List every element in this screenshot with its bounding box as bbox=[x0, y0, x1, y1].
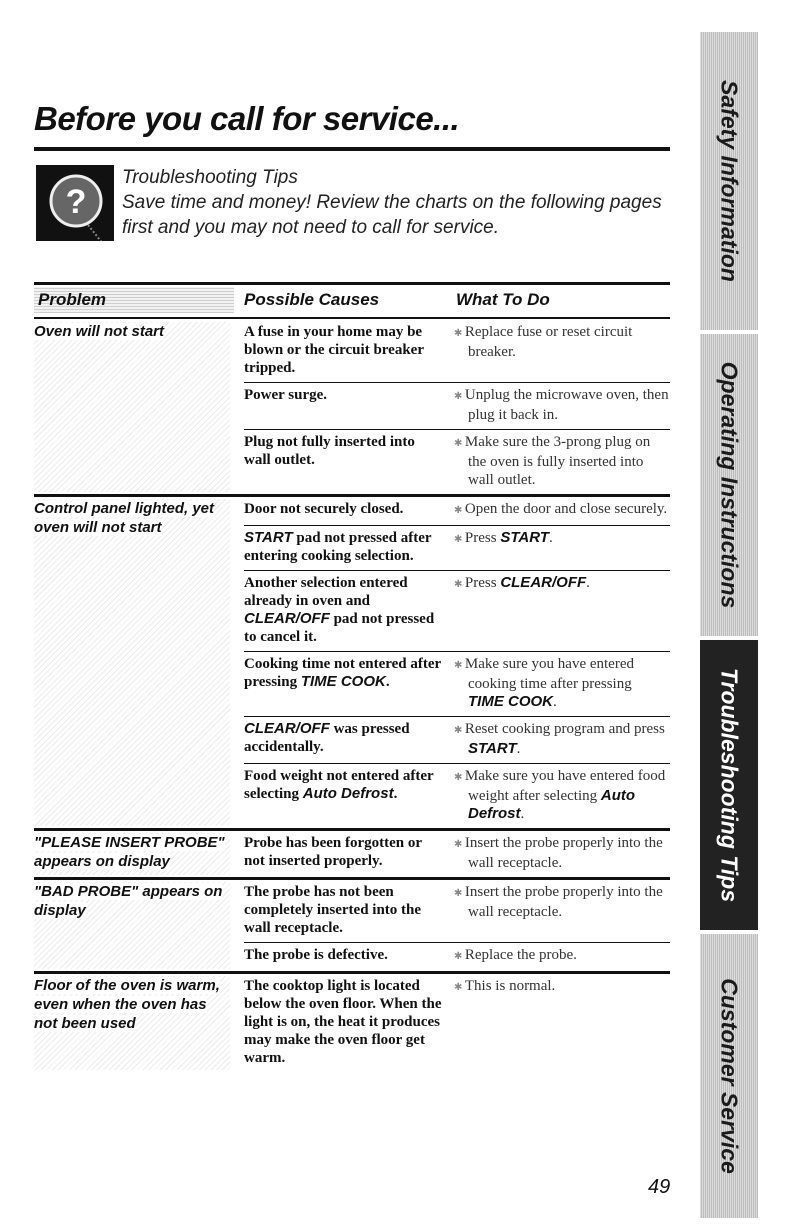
problem-group bbox=[34, 880, 670, 974]
problem-label: Oven will not start bbox=[34, 322, 230, 492]
problem-label: "BAD PROBE" appears on display bbox=[34, 882, 230, 969]
todo-text: ✱ Replace the probe. bbox=[454, 947, 577, 963]
problem-group bbox=[34, 497, 670, 831]
cause-text: CLEAR/OFF was pressed accidentally. bbox=[244, 720, 410, 755]
todo-text: ✱ Make sure you have entered food weight after selecting Auto Defrost. bbox=[454, 768, 666, 822]
tab-customer-service: Customer Service bbox=[700, 934, 758, 1218]
tab-operating-instructions: Operating Instructions bbox=[700, 334, 758, 636]
table-row bbox=[244, 652, 670, 717]
todo-text: ✱ Press CLEAR/OFF. bbox=[454, 574, 590, 591]
table-row bbox=[244, 320, 670, 383]
cause-text: Plug not fully inserted into wall outlet. bbox=[244, 434, 415, 468]
cause-text: Another selection entered already in oven and CLEAR/OFF pad not pressed to cancel it. bbox=[244, 575, 435, 645]
cause-text: Food weight not entered after selecting Auto Defrost. bbox=[244, 768, 434, 802]
tab-safety-information: Safety Information bbox=[700, 32, 758, 330]
table-header-rule bbox=[34, 317, 670, 319]
table-row bbox=[244, 764, 670, 828]
table-row bbox=[244, 383, 670, 430]
todo-text: ✱ Insert the probe properly into the wall receptacle. bbox=[454, 884, 663, 920]
table-row bbox=[244, 880, 670, 943]
table-row bbox=[244, 430, 670, 494]
todo-text: ✱ Unplug the microwave oven, then plug it back in. bbox=[454, 387, 669, 423]
svg-text:?: ? bbox=[65, 183, 87, 221]
cause-text: The probe is defective. bbox=[244, 947, 388, 963]
todo-text: ✱ Insert the probe properly into the wall receptacle. bbox=[454, 835, 663, 871]
todo-text: ✱ This is normal. bbox=[454, 978, 556, 994]
tab-troubleshooting-tips: Troubleshooting Tips bbox=[700, 640, 758, 930]
table-row bbox=[244, 831, 670, 877]
table-top-rule bbox=[34, 282, 670, 285]
column-header-causes: Possible Causes bbox=[244, 290, 380, 309]
page-number: 49 bbox=[648, 1176, 671, 1198]
column-header-problem: Problem bbox=[34, 287, 234, 313]
cause-text: Probe has been forgotten or not inserted properly. bbox=[244, 835, 422, 869]
problem-label: Control panel lighted, yet oven will not start bbox=[34, 499, 230, 826]
cause-text: Cooking time not entered after pressing TIME COOK. bbox=[244, 656, 441, 690]
section-tabs bbox=[700, 32, 758, 1218]
question-mark-icon bbox=[36, 165, 114, 241]
page-title: Before you call for service... bbox=[34, 100, 460, 137]
problem-group bbox=[34, 831, 670, 880]
problem-label: Floor of the oven is warm, even when the oven has not been used bbox=[34, 976, 230, 1070]
table-row bbox=[244, 526, 670, 571]
table-row bbox=[244, 497, 670, 526]
todo-text: ✱ Reset cooking program and press START. bbox=[454, 721, 665, 757]
problem-group bbox=[34, 320, 670, 497]
cause-text: The cooktop light is located below the oven floor. When the light is on, the heat it produces may make the oven floor get warm. bbox=[244, 978, 442, 1066]
tips-text: Save time and money! Review the charts on the following pages first and you may not need to call for service. bbox=[122, 192, 662, 238]
todo-text: ✱ Open the door and close securely. bbox=[454, 501, 668, 517]
problem-group bbox=[34, 974, 670, 1072]
cause-text: A fuse in your home may be blown or the circuit breaker tripped. bbox=[244, 324, 424, 376]
title-rule bbox=[34, 147, 670, 151]
todo-text: ✱ Make sure you have entered cooking time after pressing TIME COOK. bbox=[454, 656, 634, 710]
cause-text: The probe has not been completely inserted into the wall receptacle. bbox=[244, 884, 422, 936]
tips-block bbox=[122, 165, 682, 240]
todo-text: ✱ Replace fuse or reset circuit breaker. bbox=[454, 324, 633, 360]
table-row bbox=[244, 943, 670, 971]
cause-text: START pad not pressed after entering cooking selection. bbox=[244, 529, 432, 564]
todo-text: ✱ Press START. bbox=[454, 529, 553, 546]
problem-label: "PLEASE INSERT PROBE" appears on display bbox=[34, 833, 230, 875]
cause-text: Door not securely closed. bbox=[244, 501, 404, 517]
table-row bbox=[244, 717, 670, 764]
cause-text: Power surge. bbox=[244, 387, 328, 403]
table-row bbox=[244, 974, 670, 1072]
column-header-todo: What To Do bbox=[456, 290, 550, 309]
table-row bbox=[244, 571, 670, 652]
tips-heading: Troubleshooting Tips bbox=[122, 167, 298, 188]
todo-text: ✱ Make sure the 3-prong plug on the oven is fully inserted into wall outlet. bbox=[454, 434, 651, 488]
troubleshooting-table bbox=[34, 320, 670, 1072]
